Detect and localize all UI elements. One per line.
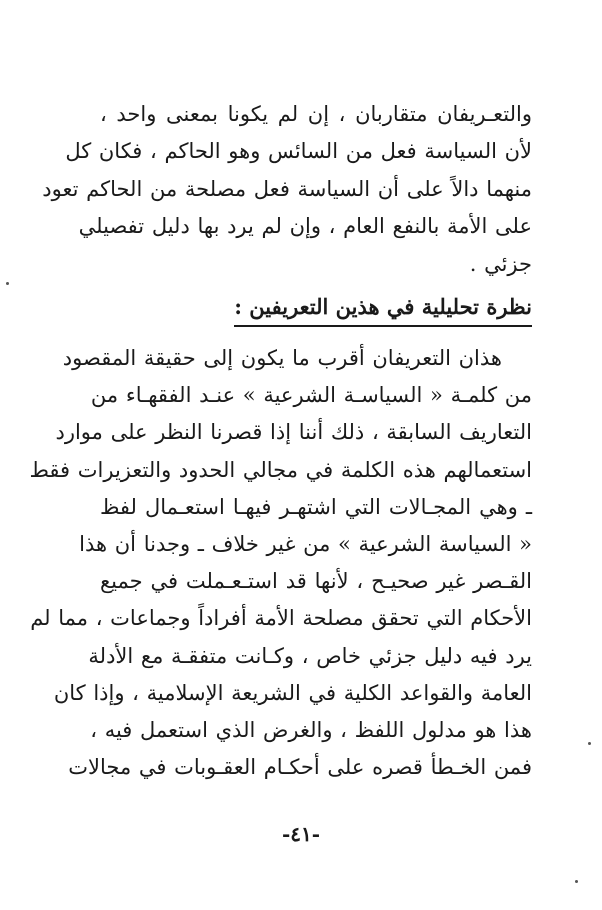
text-line: فمن الخـطأ قصره على أحكـام العقـوبات في مجالات bbox=[68, 755, 532, 780]
text-line: على الأمة بالنفع العام ، وإن لم يرد بها دليل تفصيلي bbox=[78, 214, 532, 239]
paragraph-analysis bbox=[29, 340, 532, 786]
scan-speck bbox=[6, 282, 9, 285]
text-line: العامة والقواعد الكلية في الشريعة الإسلامية ، وإذا كان bbox=[53, 680, 532, 705]
text-line: استعمالهم هذه الكلمة في مجالي الحدود والتعزيرات فقط bbox=[29, 457, 532, 482]
text-line: والتعـريفان متقاربان ، إن لم يكونا بمعنى واحد ، bbox=[100, 102, 532, 126]
text-line: يرد فيه دليل جزئي خاص ، وكـانت متفقـة مع الأدلة bbox=[88, 643, 532, 668]
text-line: هذان التعريفان أقرب ما يكون إلى حقيقة المقصود bbox=[62, 346, 502, 370]
text-line: التعاريف السابقة ، ذلك أننا إذا قصرنا النظر على موارد bbox=[55, 420, 532, 445]
text-line: الأحكام التي تحقق مصلحة الأمة أفراداً وجماعات ، مما لم bbox=[30, 606, 532, 631]
text-line: هذا هو مدلول اللفظ ، والغرض الذي استعمل فيه ، bbox=[90, 717, 532, 742]
text-line: لأن السياسة فعل من السائس وهو الحاكم ، فكان كل bbox=[65, 139, 532, 164]
text-line: من كلمـة « السياسـة الشرعية » عنـد الفقهـاء من bbox=[90, 383, 532, 408]
text-line: القـصر غير صحيـح ، لأنها قد استـعـملت في جميع bbox=[100, 569, 532, 594]
scan-speck bbox=[588, 742, 591, 745]
page-number: -٤١- bbox=[281, 822, 321, 846]
text-line: « السياسة الشرعية » من غير خلاف ـ وجدنا أن هذا bbox=[79, 531, 532, 556]
text-line: منهما دالاً على أن السياسة فعل مصلحة من الحاكم تعود bbox=[42, 176, 532, 201]
paragraph-definitions-comparison bbox=[42, 96, 532, 283]
text-line: جزئي . bbox=[469, 251, 532, 276]
text-line: ـ وهي المجـالات التي اشتهـر فيهـا استعـمال لفظ bbox=[100, 494, 532, 519]
scan-speck bbox=[575, 880, 578, 883]
section-heading: نظرة تحليلية في هذين التعريفين : bbox=[234, 290, 532, 327]
